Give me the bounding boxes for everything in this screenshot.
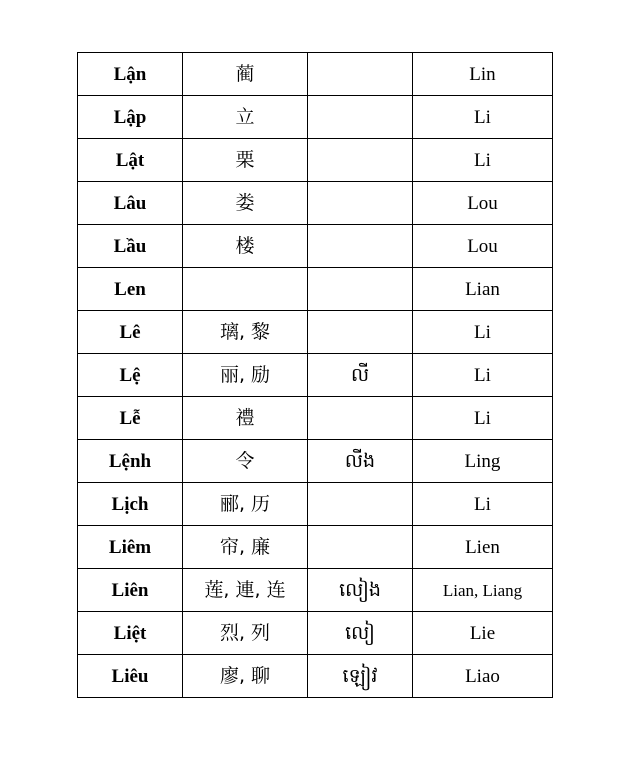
chinese-cell: 帘, 廉: [183, 526, 308, 569]
vietnamese-cell: Liên: [78, 569, 183, 612]
khmer-cell: ឡៀវ: [308, 655, 413, 698]
table-row: [78, 655, 553, 698]
khmer-cell: [308, 53, 413, 96]
pinyin-cell: Liao: [413, 655, 553, 698]
pinyin-cell: Lin: [413, 53, 553, 96]
chinese-cell: 烈, 列: [183, 612, 308, 655]
chinese-cell: 立: [183, 96, 308, 139]
khmer-cell: [308, 139, 413, 182]
vietnamese-cell: Lật: [78, 139, 183, 182]
pinyin-cell: Lou: [413, 225, 553, 268]
khmer-cell: [308, 182, 413, 225]
chinese-cell: 丽, 励: [183, 354, 308, 397]
chinese-cell: 禮: [183, 397, 308, 440]
table-row: [78, 397, 553, 440]
chinese-cell: [183, 268, 308, 311]
pinyin-cell: Li: [413, 139, 553, 182]
vietnamese-cell: Len: [78, 268, 183, 311]
chinese-cell: 郦, 历: [183, 483, 308, 526]
vietnamese-cell: Liêm: [78, 526, 183, 569]
pinyin-cell: Lou: [413, 182, 553, 225]
table-body: [78, 53, 553, 698]
table-row: [78, 612, 553, 655]
khmer-cell: [308, 268, 413, 311]
table-row: [78, 96, 553, 139]
surname-table: [77, 52, 553, 698]
pinyin-cell: Li: [413, 483, 553, 526]
chinese-cell: 璃, 黎: [183, 311, 308, 354]
pinyin-cell: Li: [413, 311, 553, 354]
khmer-cell: លី: [308, 354, 413, 397]
khmer-cell: [308, 526, 413, 569]
khmer-cell: [308, 96, 413, 139]
vietnamese-cell: Lệnh: [78, 440, 183, 483]
khmer-cell: [308, 311, 413, 354]
pinyin-cell: Lie: [413, 612, 553, 655]
pinyin-cell: Lian, Liang: [413, 569, 553, 612]
khmer-cell: លីង: [308, 440, 413, 483]
table-row: [78, 354, 553, 397]
chinese-cell: 蔺: [183, 53, 308, 96]
pinyin-cell: Lien: [413, 526, 553, 569]
vietnamese-cell: Liệt: [78, 612, 183, 655]
vietnamese-cell: Liêu: [78, 655, 183, 698]
chinese-cell: 栗: [183, 139, 308, 182]
table-row: [78, 139, 553, 182]
vietnamese-cell: Lận: [78, 53, 183, 96]
khmer-cell: លៀ: [308, 612, 413, 655]
table-row: [78, 225, 553, 268]
chinese-cell: 娄: [183, 182, 308, 225]
vietnamese-cell: Lập: [78, 96, 183, 139]
pinyin-cell: Ling: [413, 440, 553, 483]
khmer-cell: [308, 483, 413, 526]
chinese-cell: 廖, 聊: [183, 655, 308, 698]
chinese-cell: 楼: [183, 225, 308, 268]
vietnamese-cell: Lễ: [78, 397, 183, 440]
table-row: [78, 53, 553, 96]
table-row: [78, 311, 553, 354]
vietnamese-cell: Lịch: [78, 483, 183, 526]
pinyin-cell: Li: [413, 354, 553, 397]
vietnamese-cell: Lâu: [78, 182, 183, 225]
khmer-cell: លៀង: [308, 569, 413, 612]
vietnamese-cell: Lê: [78, 311, 183, 354]
vietnamese-cell: Lệ: [78, 354, 183, 397]
table-row: [78, 182, 553, 225]
table-row: [78, 569, 553, 612]
pinyin-cell: Lian: [413, 268, 553, 311]
table-row: [78, 268, 553, 311]
table-row: [78, 440, 553, 483]
vietnamese-cell: Lầu: [78, 225, 183, 268]
chinese-cell: 令: [183, 440, 308, 483]
khmer-cell: [308, 225, 413, 268]
table-row: [78, 483, 553, 526]
pinyin-cell: Li: [413, 96, 553, 139]
pinyin-cell: Li: [413, 397, 553, 440]
table-row: [78, 526, 553, 569]
khmer-cell: [308, 397, 413, 440]
chinese-cell: 莲, 連, 连: [183, 569, 308, 612]
